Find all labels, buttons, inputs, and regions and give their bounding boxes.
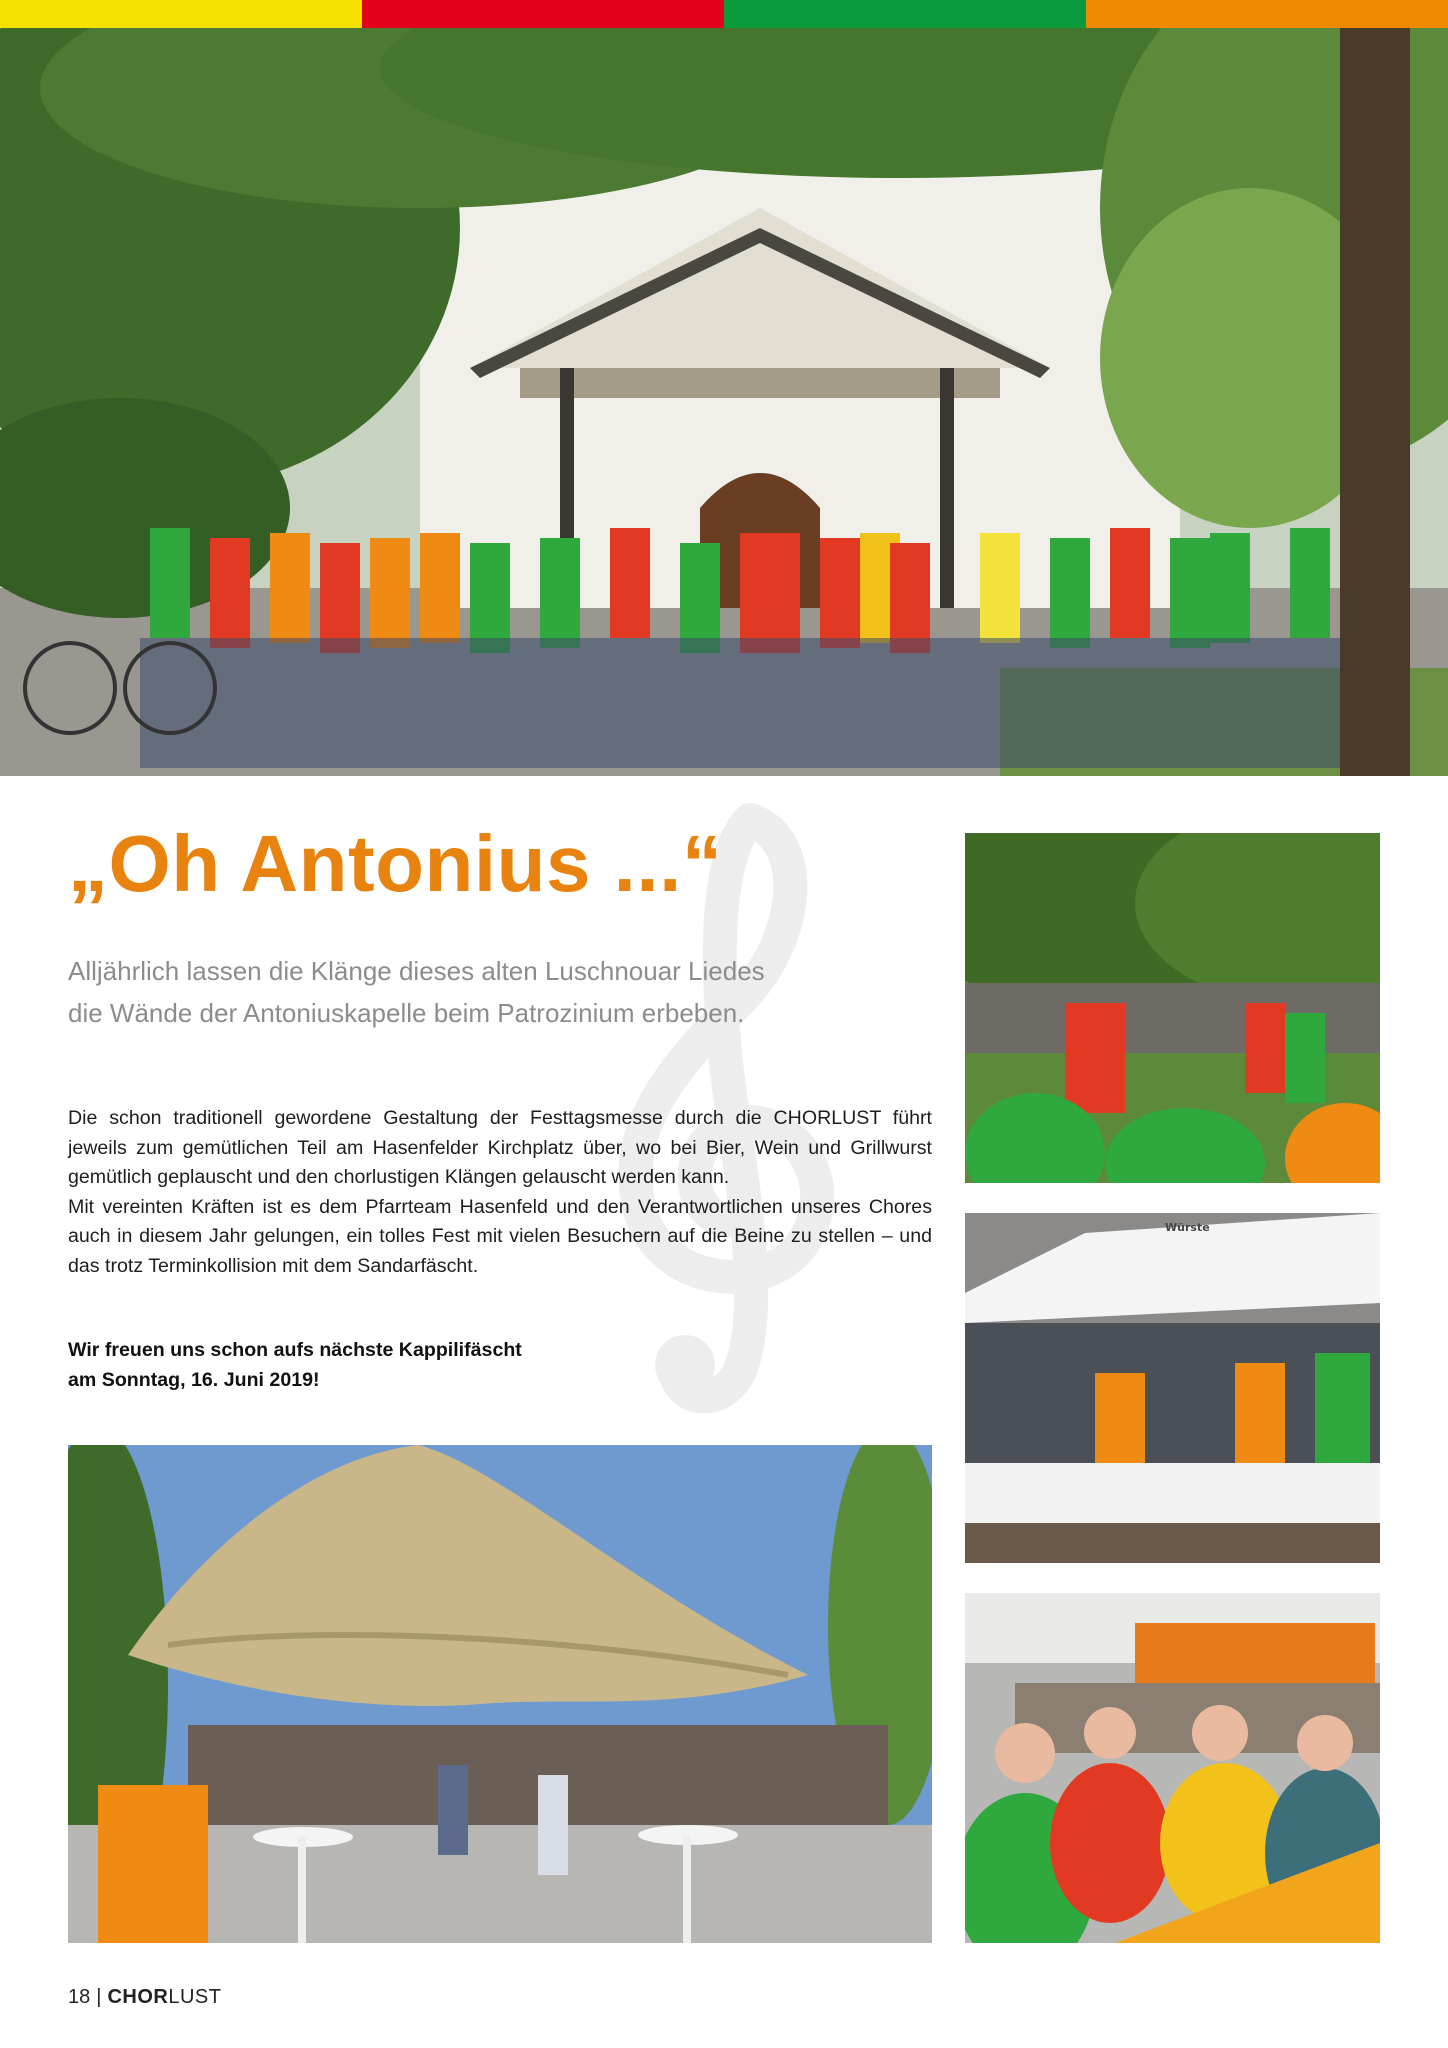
closing-line: Wir freuen uns schon aufs nächste Kappilifäscht: [68, 1339, 522, 1361]
page-number: 18: [68, 1986, 91, 2008]
stripe-orange: [1086, 0, 1448, 28]
hero-photo-choir-at-chapel: [0, 28, 1448, 776]
photo-festival-tent: [68, 1445, 932, 1943]
page-footer: [68, 1986, 221, 2009]
stripe-yellow: [0, 0, 362, 28]
article-lead: [68, 950, 928, 1034]
photo-friends-at-table: [965, 1593, 1380, 1943]
stripe-green: [724, 0, 1086, 28]
footer-separator: |: [96, 1986, 102, 2008]
body-paragraph: Die schon traditionell gewordene Gestaltung der Festtagsmesse durch die CHORLUST führt jeweils zum gemütlichen Teil am Hasenfelder Kirchplatz über, wo bei Bier, Wein und Grillwurst gemütlich geplauscht und den chorlustigen Klängen gelauscht werden kann.: [68, 1107, 932, 1188]
body-paragraph: Mit vereinten Kräften ist es dem Pfarrteam Hasenfeld und den Verantwortlichen unseres Chores auch in diesem Jahr gelungen, ein tolles Fest mit vielen Besuchern auf die Beine zu stellen – und das trotz Terminkollision mit dem Sandarfäscht.: [68, 1195, 932, 1277]
article-title: „Oh Antonius ...“: [68, 819, 723, 908]
photo-crowd-singing: [965, 833, 1380, 1183]
lead-line: Alljährlich lassen die Klänge dieses alten Luschnouar Liedes: [68, 956, 765, 986]
closing-announcement: [68, 1336, 932, 1395]
closing-line: am Sonntag, 16. Juni 2019!: [68, 1368, 320, 1391]
lead-line: die Wände der Antoniuskapelle beim Patrozinium erbeben.: [68, 998, 745, 1028]
footer-brand-light: LUST: [168, 1986, 222, 2008]
color-stripe-bar: [0, 0, 1448, 28]
stand-sign: Würste: [1165, 1221, 1210, 1234]
photo-food-stand: [965, 1213, 1380, 1563]
footer-brand-bold: CHOR: [107, 1986, 169, 2008]
article-body: [68, 1104, 932, 1281]
stripe-red: [362, 0, 724, 28]
